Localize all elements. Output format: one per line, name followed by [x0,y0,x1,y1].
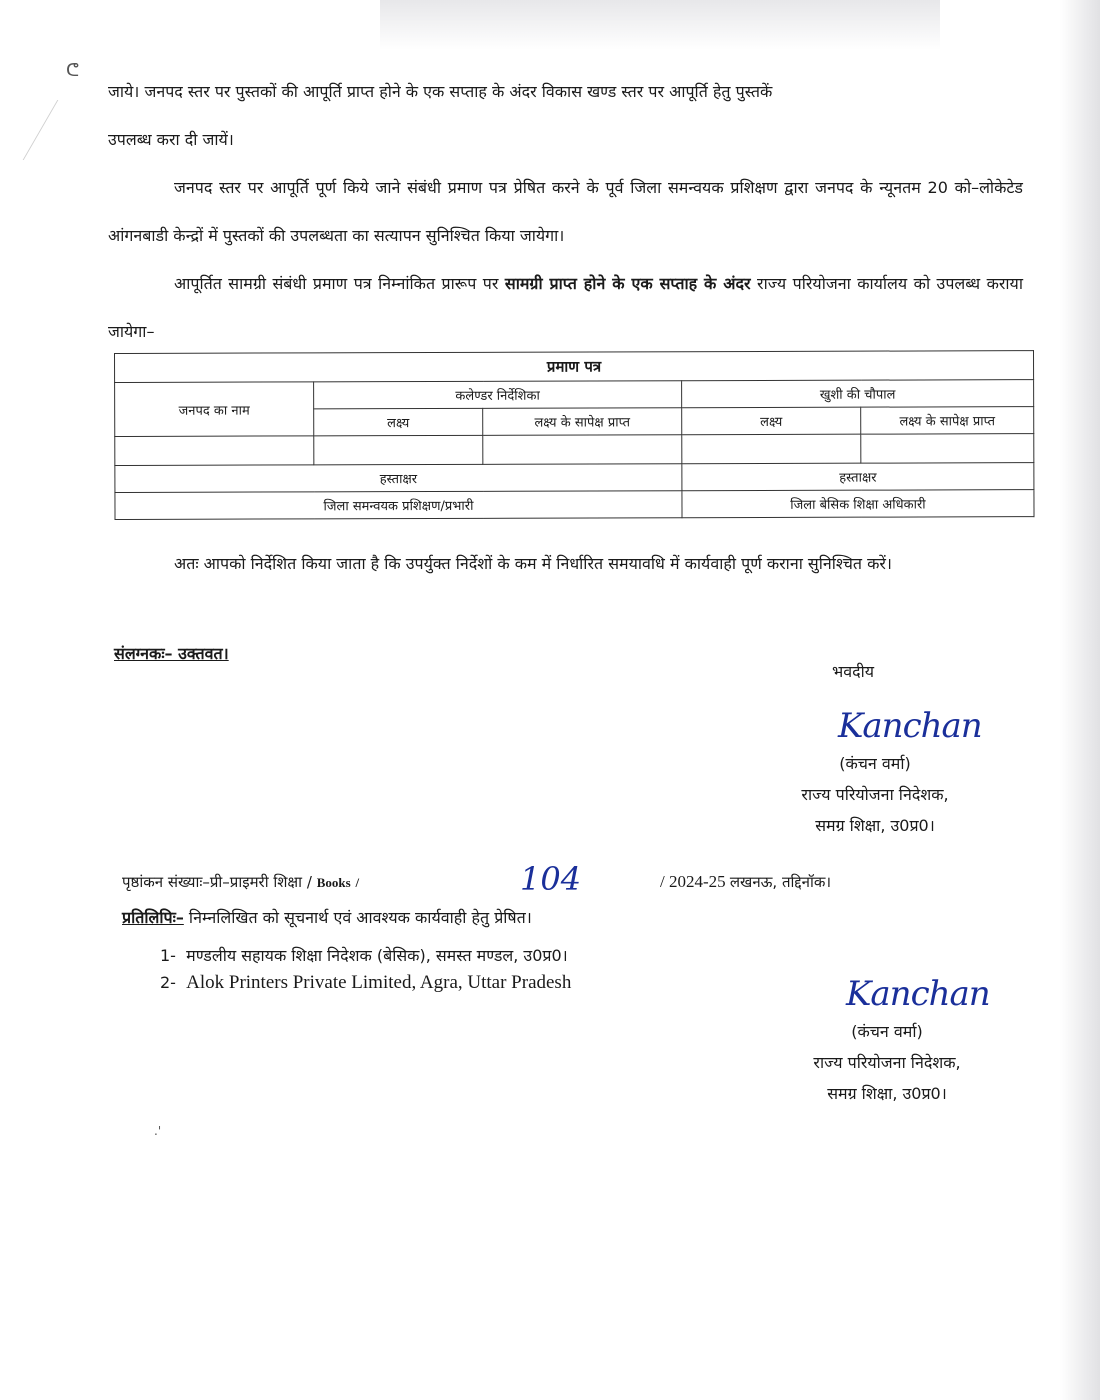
paragraph-1-line-2: उपलब्ध करा दी जायें। [108,130,234,149]
endorsement-books: Books [316,875,351,890]
paragraph-2: जनपद स्तर पर आपूर्ति पूर्ण किये जाने संबंधी प्रमाण पत्र प्रेषित करने के पूर्व जिला समन्वयक प्रशिक्षण द्वारा जनपद के न्यूनतम 20 को–लोकेटेड आंगनबाडी केन्द्रों में पुस्तकों की उपलब्धता का सत्यापन सुनिश्चित किया जायेगा। [108,178,1023,245]
signatory-office: समग्र शिक्षा, उ0प्र0। [815,816,935,835]
paragraph-3 [108,260,1023,356]
empty-cell [861,434,1034,464]
certificate-title: प्रमाण पत्र [115,351,1034,383]
endorsement-slash: / [355,875,360,890]
received-header-1: लक्ष्य के सापेक्ष प्राप्त [483,408,682,436]
enclosure: संलग्नकः– उक्तवत। [114,644,229,663]
copy-item-2 [160,972,571,994]
empty-cell [115,436,314,466]
scan-shadow-top [380,0,940,50]
endorsement-line [122,860,832,898]
copy-heading [122,906,532,928]
signatory-designation: राज्य परियोजना निदेशक, [801,785,949,804]
paragraph-4: अतः आपको निर्देशित किया जाता है कि उपर्युक्त निर्देशों के कम में निर्धारित समयावधि में कार्यवाही पूर्ण कराना सुनिश्चित करें। [174,554,892,573]
endorsement-prefix: पृष्ठांकन संख्याः–प्री–प्राइमरी शिक्षा / [122,873,312,891]
scan-mark: ᕦ [66,60,80,81]
target-header-1: लक्ष्य [314,408,483,436]
signatory-name: (कंचन वर्मा) [839,754,911,773]
scan-dot: .' [154,1124,162,1138]
empty-cell [483,435,682,465]
paragraph-3-post: राज्य परियोजना कार्यालय को उपलब्ध कराया जायेगा– [108,274,1023,341]
signature-1: Kanchan [838,706,982,746]
copy-item-text: मण्डलीय सहायक शिक्षा निदेशक (बेसिक), समस्त मण्डल, उ0प्र0। [186,946,568,965]
signature-label-1: हस्ताक्षर [115,464,682,493]
signatory-block-1 [770,748,980,841]
empty-cell [682,434,861,464]
signatory-name: (कंचन वर्मा) [851,1022,923,1041]
scan-shadow-edge [1060,0,1100,1400]
signature-2: Kanchan [846,974,990,1014]
endorsement-number: 104 [520,860,582,898]
signer-1: जिला समन्वयक प्रशिक्षण/प्रभारी [115,491,682,520]
empty-cell [314,435,483,465]
district-name-header: जनपद का नाम [115,382,314,437]
paragraph-1-line-1: जाये। जनपद स्तर पर पुस्तकों की आपूर्ति प्राप्त होने के एक सप्ताह के अंदर विकास खण्ड स्तर पर आपूर्ति हेतु पुस्तकें [108,82,773,101]
copy-item-text: Alok Printers Private Limited, Agra, Uttar Pradesh [186,972,572,993]
copy-item-number: 1- [160,946,176,965]
certificate-table [114,350,1035,520]
calendar-guide-header: कलेण्डर निर्देशिका [314,381,682,409]
copy-item-number: 2- [160,973,176,992]
signature-label-2: हस्ताक्षर [682,463,1034,491]
signer-2: जिला बेसिक शिक्षा अधिकारी [682,490,1034,518]
copy-label: प्रतिलिपिः– [122,908,184,927]
endorsement-place-date: लखनऊ, तद्दिनॉक। [729,873,832,891]
received-header-2: लक्ष्य के सापेक्ष प्राप्त [861,407,1034,435]
paragraph-1 [108,68,1023,164]
signatory-block-2 [782,1016,992,1109]
khushi-chaupal-header: खुशी की चौपाल [682,380,1034,408]
copy-text: निम्नलिखित को सूचनार्थ एवं आवश्यक कार्यवाही हेतु प्रेषित। [188,908,532,927]
signatory-designation: राज्य परियोजना निदेशक, [813,1053,961,1072]
salutation: भवदीय [832,662,875,681]
target-header-2: लक्ष्य [682,407,861,435]
paragraph-3-bold: सामग्री प्राप्त होने के एक सप्ताह के अंदर [504,274,751,293]
paragraph-3-pre: आपूर्तित सामग्री संबंधी प्रमाण पत्र निम्नांकित प्रारूप पर [174,274,499,293]
endorsement-tail [660,872,831,892]
endorsement-year: / 2024-25 [660,872,726,891]
paper-fold [0,100,58,160]
signatory-office: समग्र शिक्षा, उ0प्र0। [827,1084,947,1103]
copy-item-1 [160,944,568,966]
